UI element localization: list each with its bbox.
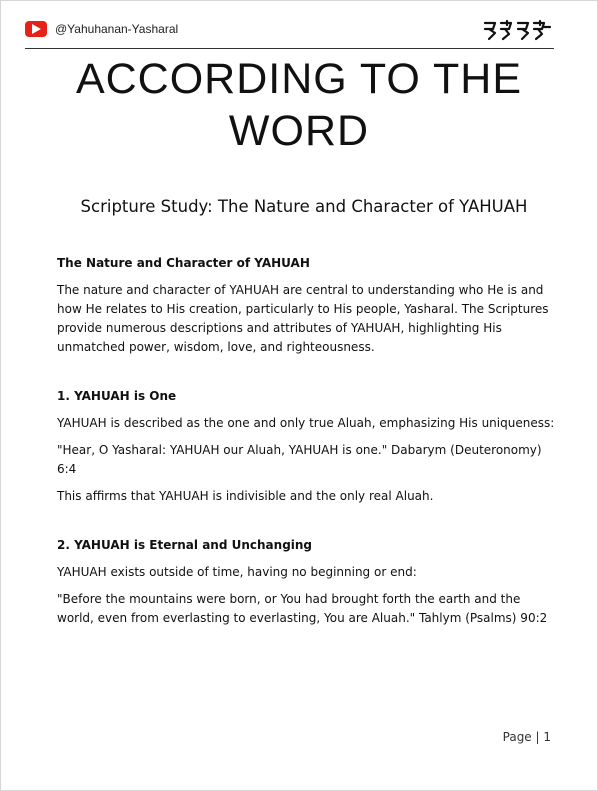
intro-heading: The Nature and Character of YAHUAH (57, 256, 310, 270)
title-line-1: ACCORDING TO THE (75, 55, 523, 103)
hebrew-logo (481, 17, 555, 49)
document-body (57, 254, 557, 628)
page-number: Page | 1 (502, 730, 551, 744)
channel-handle: @Yahuhanan-Yasharal (55, 22, 179, 36)
section-2-quote: "Before the mountains were born, or You had brought forth the earth and the world, even from everlasting to everlasting, You are Aluah." Tahlym (Psalms) 90:2 (57, 592, 548, 625)
section-2-heading: 2. YAHUAH is Eternal and Unchanging (57, 538, 313, 552)
section-1-quote: "Hear, O Yasharal: YAHUAH our Aluah, YAHUAH is one." Dabarym (Deuteronomy) 6:4 (57, 443, 542, 476)
header-divider (25, 48, 554, 49)
youtube-icon (25, 21, 47, 37)
section-2-text: YAHUAH exists outside of time, having no beginning or end: (57, 565, 417, 579)
section-1-heading: 1. YAHUAH is One (57, 389, 177, 403)
intro-paragraph: The nature and character of YAHUAH are central to understanding who He is and how He relates to His creation, particularly to His people, Yasharal. The Scriptures provide numerous descriptions and attributes of YAHUAH, highlighting His unmatched power, wisdom, love, and righteousness. (57, 283, 549, 354)
section-1-conclusion: This affirms that YAHUAH is indivisible and the only real Aluah. (57, 489, 434, 503)
title-line-2: WORD (228, 107, 370, 155)
section-1-text: YAHUAH is described as the one and only true Aluah, emphasizing His uniqueness: (57, 416, 555, 430)
study-subtitle: Scripture Study: The Nature and Character of YAHUAH (80, 197, 528, 216)
page-title (41, 53, 557, 157)
page-header (25, 15, 555, 49)
